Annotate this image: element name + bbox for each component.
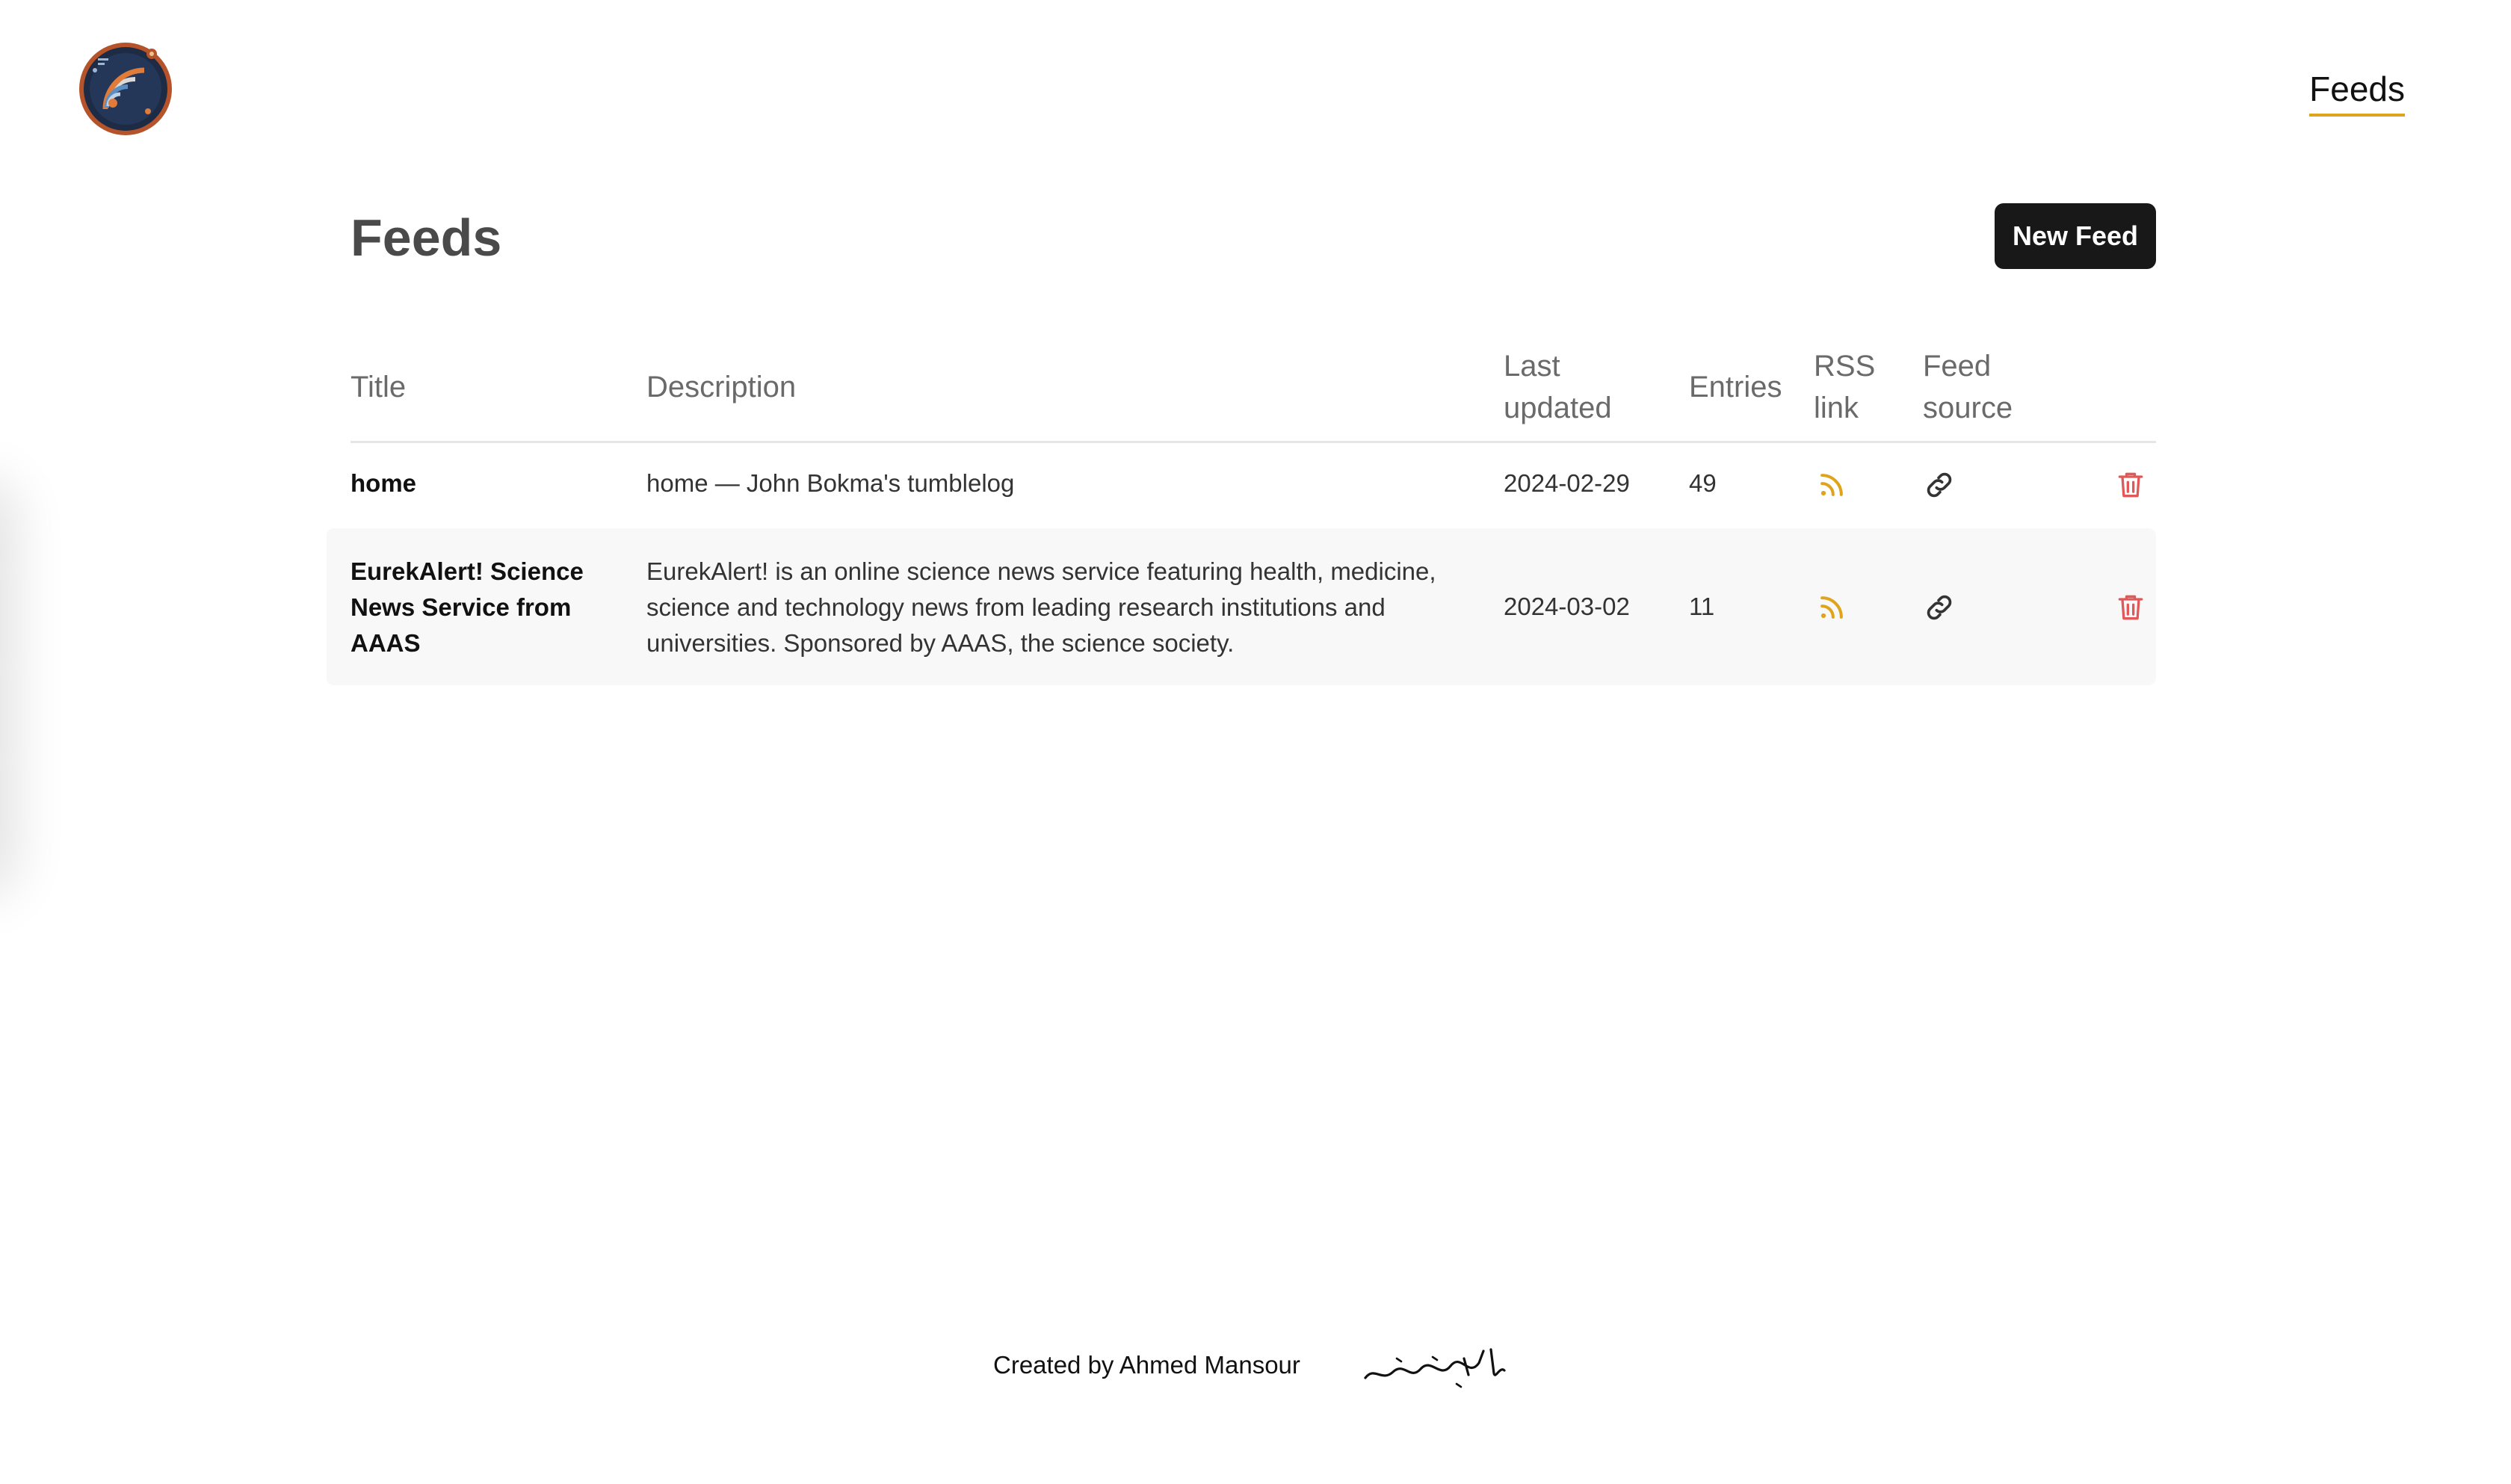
table-row bbox=[350, 443, 2156, 528]
feed-entries-count: 49 bbox=[1689, 469, 1717, 497]
feed-title[interactable]: home bbox=[350, 469, 417, 497]
link-icon[interactable] bbox=[1923, 469, 1956, 501]
trash-icon[interactable] bbox=[2114, 591, 2147, 624]
link-icon[interactable] bbox=[1923, 591, 1956, 624]
nav-feeds-link[interactable]: Feeds bbox=[2309, 69, 2405, 117]
rss-icon[interactable] bbox=[1815, 469, 1848, 501]
table-header bbox=[350, 333, 2156, 443]
rss-icon[interactable] bbox=[1815, 591, 1848, 624]
column-header-description: Description bbox=[646, 371, 797, 404]
page-title: Feeds bbox=[350, 208, 502, 267]
feed-entries-count: 11 bbox=[1689, 593, 1715, 620]
feed-title[interactable]: EurekAlert! Science News Service from AAAS bbox=[350, 557, 584, 657]
table-row bbox=[327, 528, 2156, 685]
feeds-table bbox=[350, 333, 2156, 685]
feed-last-updated: 2024-03-02 bbox=[1504, 593, 1630, 620]
column-header-title: Title bbox=[350, 371, 407, 404]
feed-description: home — John Bokma's tumblelog bbox=[646, 469, 1015, 497]
trash-icon[interactable] bbox=[2114, 469, 2147, 501]
footer-credit: Created by Ahmed Mansour bbox=[993, 1351, 1300, 1379]
feed-description: EurekAlert! is an online science news service featuring health, medicine, science and technology news from leading research institutions and universities. Sponsored by AAAS, the science society. bbox=[646, 557, 1436, 657]
arabic-signature-image bbox=[1352, 1336, 1513, 1396]
column-header-entries: Entries bbox=[1689, 371, 1782, 404]
feed-last-updated: 2024-02-29 bbox=[1504, 469, 1630, 497]
column-header-last-updated: Last updated bbox=[1504, 350, 1612, 424]
rss-satellite-logo-icon bbox=[77, 40, 174, 137]
column-header-feed-source: Feed source bbox=[1923, 350, 2013, 424]
column-header-rss-link: RSS link bbox=[1814, 350, 1876, 424]
new-feed-button[interactable]: New Feed bbox=[1995, 203, 2156, 269]
